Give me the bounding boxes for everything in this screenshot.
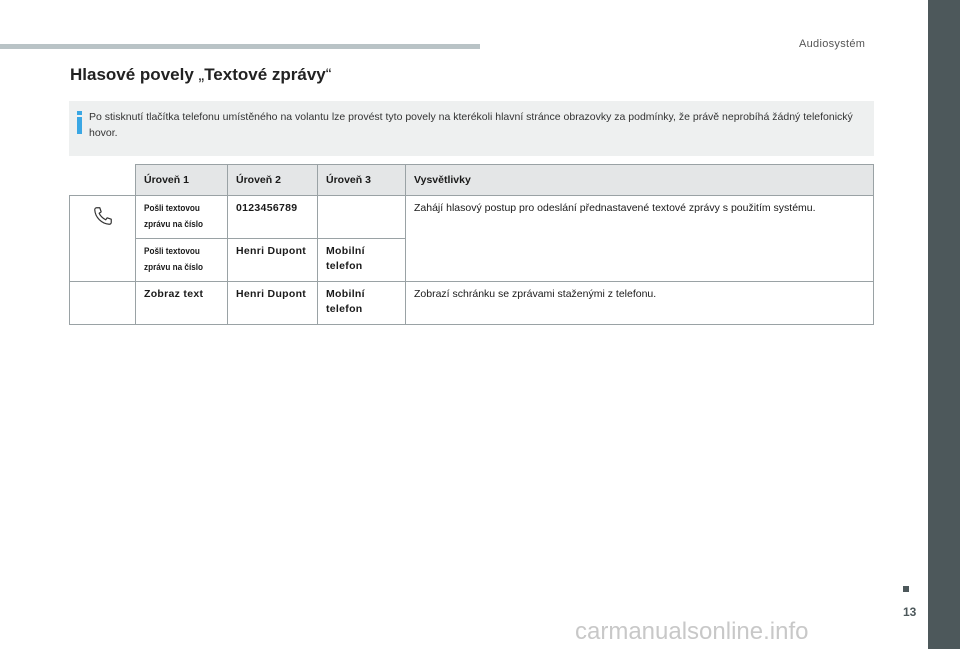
page-marker: [903, 586, 909, 592]
header-blank: [70, 165, 136, 196]
row1-level-2: 0123456789: [228, 196, 318, 239]
page-title: [70, 65, 331, 85]
info-text: Po stisknutí tlačítka telefonu umístěného na volantu lze provést tyto povely na kterékoli hlavní stránce obrazovky za podmínky, že právě neprobíhá žádný telefonický hovor.: [89, 111, 853, 139]
watermark: carmanualsonline.info: [575, 618, 809, 645]
info-icon: [76, 111, 83, 134]
commands-table: [69, 164, 874, 325]
row2-level-1-text: Pošli textovou zprávu na číslo: [144, 246, 204, 273]
top-rule: [0, 44, 480, 49]
row3-level-2: Henri Dupont: [228, 282, 318, 325]
side-bar: [928, 0, 960, 649]
info-box: [69, 101, 874, 156]
table-header-row: [70, 165, 874, 196]
title-quote-close: “: [325, 65, 332, 84]
row1-level-3: [318, 196, 406, 239]
header-explanations: Vysvětlivky: [406, 165, 874, 196]
header-level-3: Úroveň 3: [318, 165, 406, 196]
row1-explanation: Zahájí hlasový postup pro odeslání přednastavené textové zprávy s použitím systému.: [406, 196, 874, 282]
page-number: 13: [903, 605, 917, 619]
row3-explanation: Zobrazí schránku se zprávami staženými z telefonu.: [406, 282, 874, 325]
table-row: [70, 282, 874, 325]
row3-icon-cell: [70, 282, 136, 325]
phone-icon: [92, 205, 114, 227]
title-quote-open: „: [198, 65, 205, 84]
table-row: [70, 196, 874, 239]
row2-level-3: Mobilní telefon: [318, 239, 406, 282]
row2-level-1: [136, 239, 228, 282]
row2-level-2: Henri Dupont: [228, 239, 318, 282]
section-label: Audiosystém: [799, 38, 866, 50]
title-quoted: Textové zprávy: [204, 65, 326, 84]
header-level-2: Úroveň 2: [228, 165, 318, 196]
row3-level-1: Zobraz text: [136, 282, 228, 325]
row1-level-1: [136, 196, 228, 239]
phone-cell: [70, 196, 136, 282]
row1-level-1-text: Pošli textovou zprávu na číslo: [144, 203, 204, 230]
title-main: Hlasové povely: [70, 65, 199, 84]
row3-level-3: Mobilní telefon: [318, 282, 406, 325]
header-level-1: Úroveň 1: [136, 165, 228, 196]
